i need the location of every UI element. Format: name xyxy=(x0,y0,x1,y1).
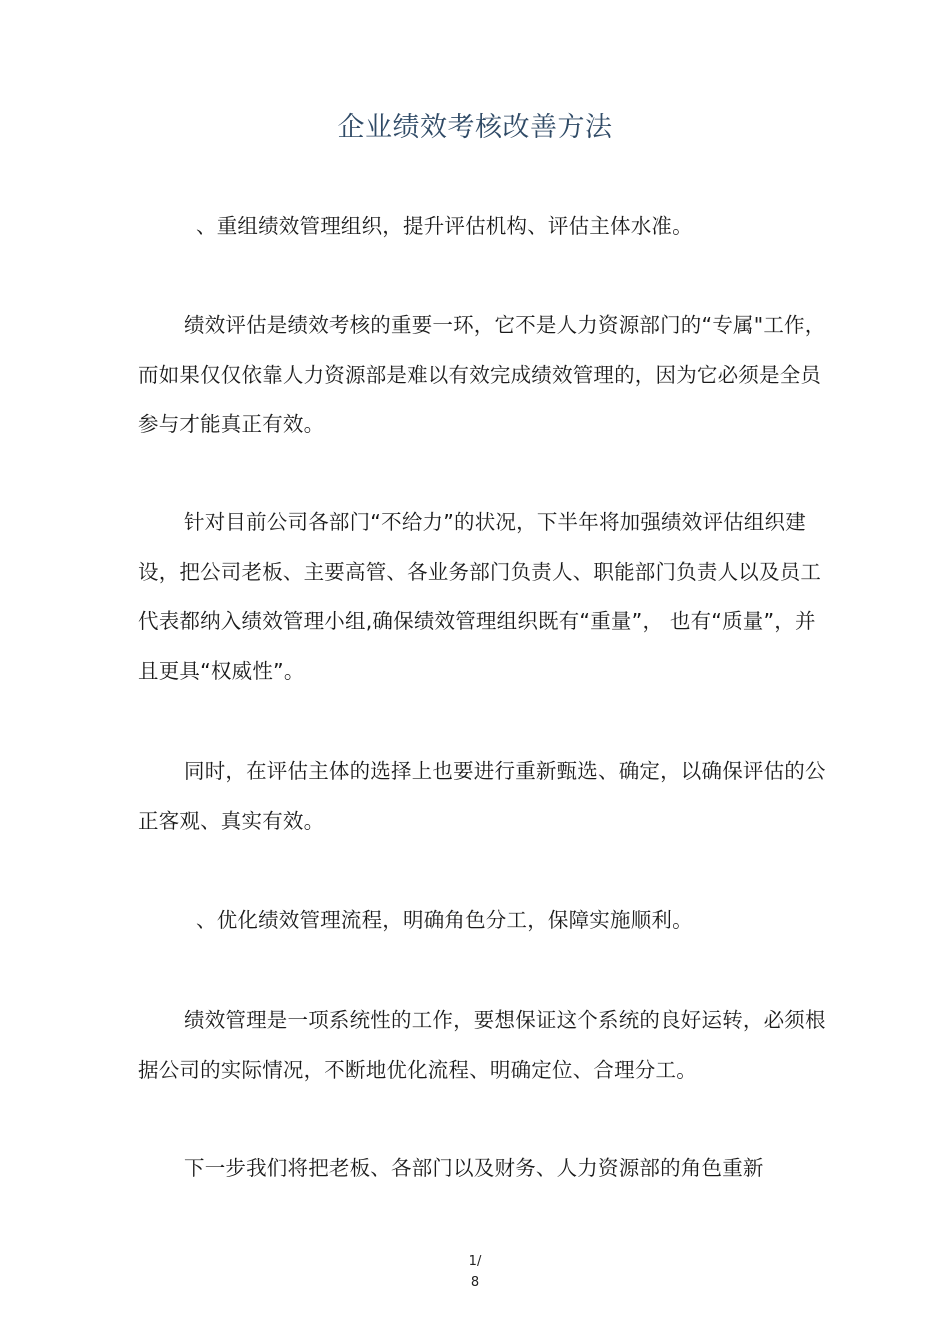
page-number xyxy=(0,1251,950,1293)
paragraph-4: 绩效管理是一项系统性的工作，要想保证这个系统的良好运转，必须根据公司的实际情况，不断地优化流程、明确定位、合理分工。 xyxy=(138,1008,826,1082)
document-title: 企业绩效考核改善方法 xyxy=(337,112,613,143)
page-number-current: 1/ xyxy=(468,1254,482,1269)
section-heading-1: 、重组绩效管理组织，提升评估机构、评估主体水准。 xyxy=(196,214,693,238)
page-number-total: 8 xyxy=(470,1275,480,1290)
paragraph-2: 针对目前公司各部门“不给力”的状况，下半年将加强绩效评估组织建设，把公司老板、主要高管、各业务部门负责人、职能部门负责人以及员工代表都纳入绩效管理小组,确保绩效管理组织既有“重量”， 也有“质量”，并且更具“权威性”。 xyxy=(138,510,822,683)
paragraph-3: 同时，在评估主体的选择上也要进行重新甄选、确定，以确保评估的公正客观、真实有效。 xyxy=(138,759,826,833)
paragraph-1: 绩效评估是绩效考核的重要一环，它不是人力资源部门的“专属"工作，而如果仅仅依靠人力资源部是难以有效完成绩效管理的，因为它必须是全员参与才能真正有效。 xyxy=(138,313,826,436)
section-heading-2: 、优化绩效管理流程，明确角色分工，保障实施顺利。 xyxy=(196,908,693,932)
paragraph-5: 下一步我们将把老板、各部门以及财务、人力资源部的角色重新 xyxy=(184,1156,764,1180)
